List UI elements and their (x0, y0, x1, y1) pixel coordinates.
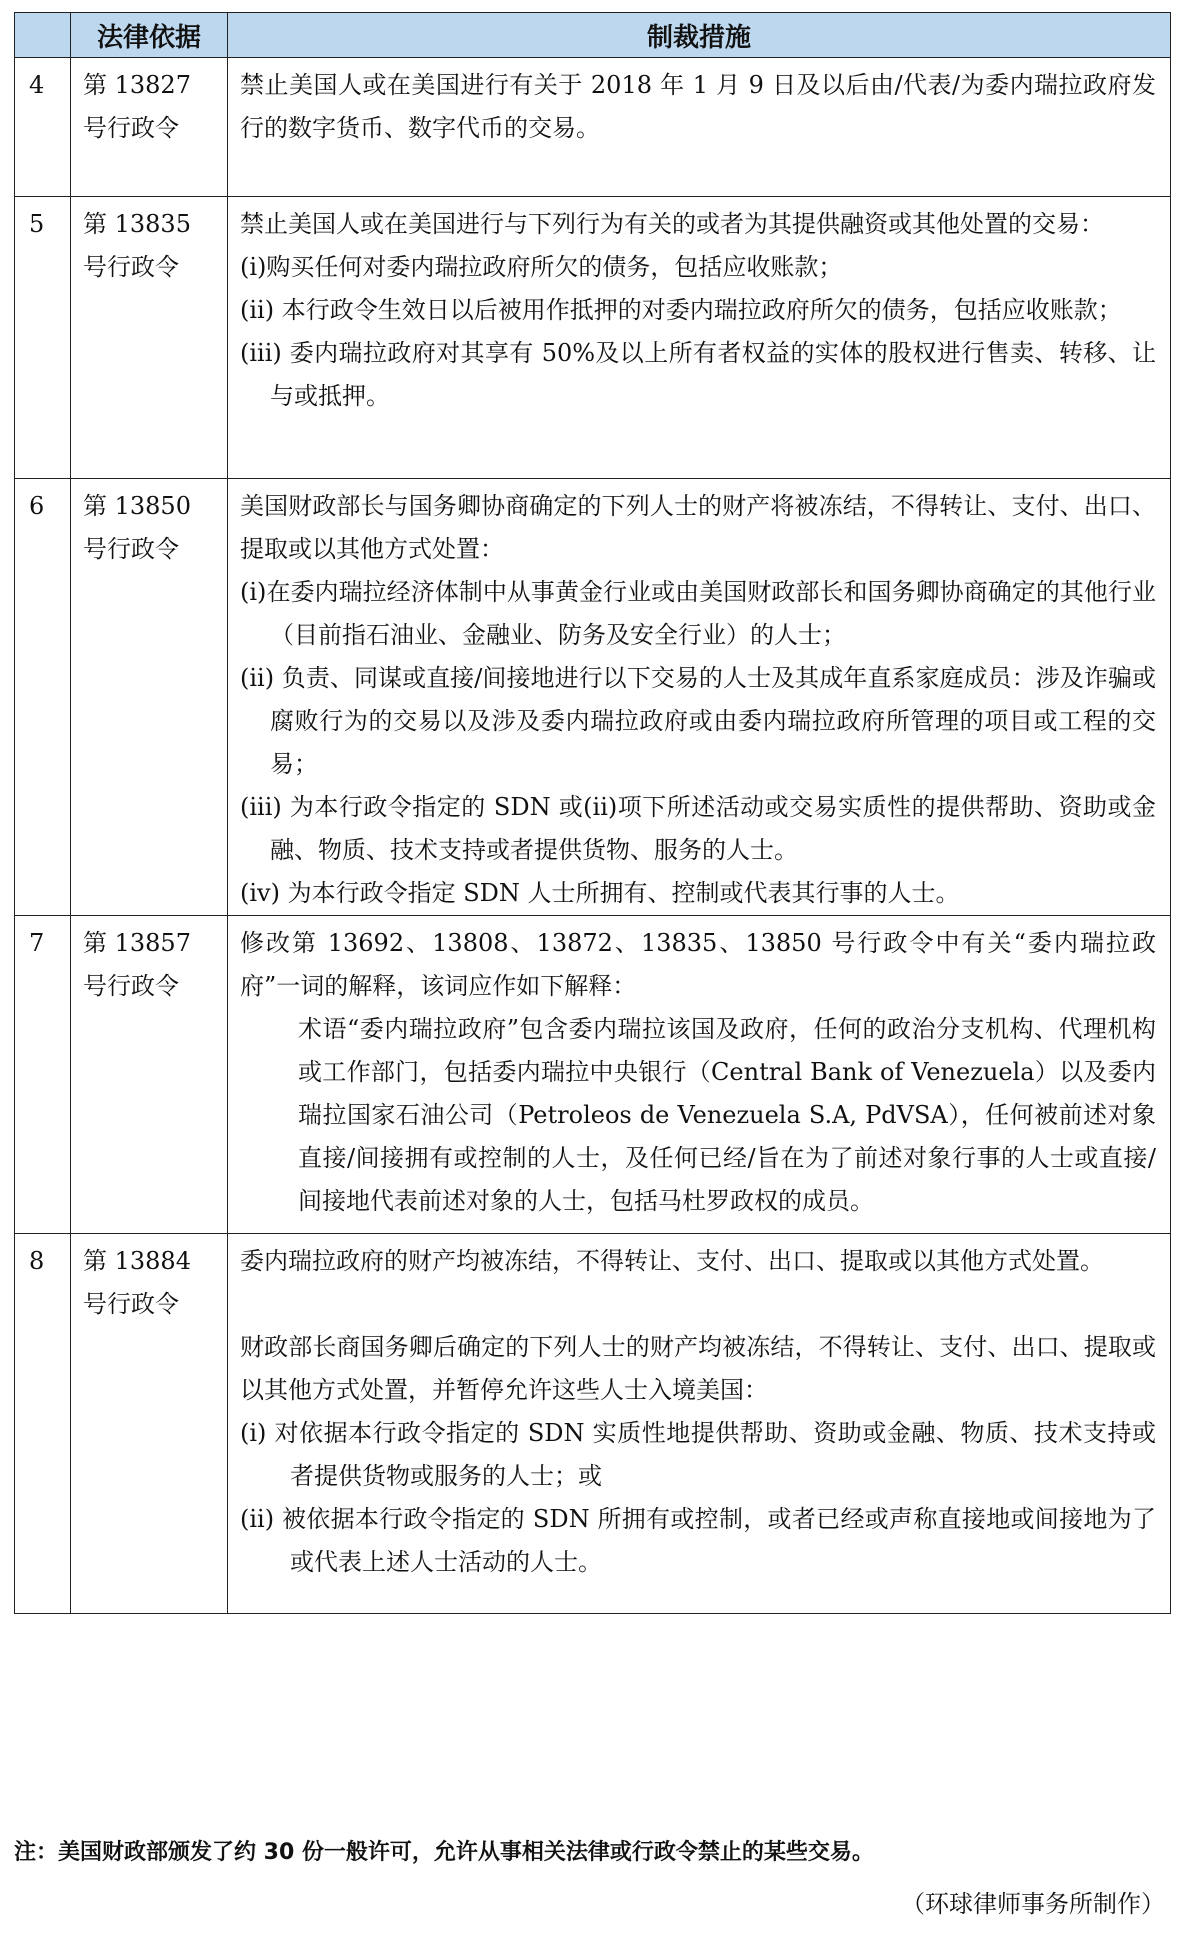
measure-item: (ii) 本行政令生效日以后被用作抵押的对委内瑞拉政府所欠的债务，包括应收账款； (240, 296, 1122, 324)
measure-paragraph: 修改第 13692、13808、13872、13835、13850 号行政令中有关“委内瑞拉政府”一词的解释，该词应作如下解释： (240, 929, 1156, 1000)
sanction-measures-cell (228, 58, 1171, 197)
legal-basis-order-type: 号行政令 (83, 114, 179, 142)
source-credit: （环球律师事务所制作） (901, 1890, 1165, 1918)
header-basis-cell: 法律依据 (71, 13, 228, 58)
sanction-measures-cell (228, 479, 1171, 916)
legal-basis-cell (71, 479, 228, 916)
legal-basis-order-number: 第 13835 (83, 210, 191, 238)
sanctions-table-container (14, 12, 1170, 1614)
legal-basis-order-type: 号行政令 (83, 972, 179, 1000)
measure-paragraph: 委内瑞拉政府的财产均被冻结，不得转让、支付、出口、提取或以其他方式处置。 (240, 1247, 1104, 1275)
legal-basis-cell (71, 1234, 228, 1614)
legal-basis-cell (71, 916, 228, 1234)
legal-basis-cell (71, 58, 228, 197)
table-row (15, 58, 1171, 197)
table-row (15, 916, 1171, 1234)
legal-basis-order-type: 号行政令 (83, 1290, 179, 1318)
measure-item: (i) 对依据本行政令指定的 SDN 实质性地提供帮助、资助或金融、物质、技术支持或者提供货物或服务的人士；或 (240, 1419, 1156, 1490)
table-row (15, 479, 1171, 916)
measure-item: (ii) 负责、同谋或直接/间接地进行以下交易的人士及其成年直系家庭成员：涉及诈骗或腐败行为的交易以及涉及委内瑞拉政府或由委内瑞拉政府所管理的项目或工程的交易； (240, 664, 1156, 778)
sanction-measures-cell (228, 916, 1171, 1234)
measure-item: (ii) 被依据本行政令指定的 SDN 所拥有或控制，或者已经或声称直接地或间接地为了或代表上述人士活动的人士。 (240, 1505, 1156, 1576)
row-number: 6 (15, 479, 71, 916)
table-header-row (15, 13, 1171, 58)
legal-basis-order-number: 第 13850 (83, 492, 191, 520)
row-number: 5 (15, 197, 71, 479)
legal-basis-order-type: 号行政令 (83, 253, 179, 281)
measure-item: (iii) 为本行政令指定的 SDN 或(ii)项下所述活动或交易实质性的提供帮助、资助或金融、物质、技术支持或者提供货物、服务的人士。 (240, 793, 1156, 864)
table-row (15, 197, 1171, 479)
sanction-measures-cell (228, 197, 1171, 479)
measure-paragraph: 财政部长商国务卿后确定的下列人士的财产均被冻结，不得转让、支付、出口、提取或以其他方式处置，并暂停允许这些人士入境美国： (240, 1333, 1156, 1404)
row-number: 4 (15, 58, 71, 197)
row-number: 8 (15, 1234, 71, 1614)
measure-definition-paragraph: 术语“委内瑞拉政府”包含委内瑞拉该国及政府，任何的政治分支机构、代理机构或工作部门，包括委内瑞拉中央银行（Central Bank of Venezuela）以及委内瑞拉国家石油公司（Petroleos de Venezuela S.A, PdVSA），任何被前述对象直接/间接拥有或控制的人士，及任何已经/旨在为了前述对象行事的人士或直接/间接地代表前述对象的人士，包括马杜罗政权的成员。 (298, 1015, 1156, 1215)
table-footnote: 注：美国财政部颁发了约 30 份一般许可，允许从事相关法律或行政令禁止的某些交易。 (14, 1840, 874, 1865)
measure-item: (i)在委内瑞拉经济体制中从事黄金行业或由美国财政部长和国务卿协商确定的其他行业（目前指石油业、金融业、防务及安全行业）的人士； (240, 578, 1156, 649)
measure-item: (iv) 为本行政令指定 SDN 人士所拥有、控制或代表其行事的人士。 (240, 879, 960, 907)
legal-basis-order-number: 第 13857 (83, 929, 191, 957)
legal-basis-order-number: 第 13827 (83, 71, 191, 99)
row-number: 7 (15, 916, 71, 1234)
legal-basis-order-type: 号行政令 (83, 535, 179, 563)
measure-paragraph: 禁止美国人或在美国进行有关于 2018 年 1 月 9 日及以后由/代表/为委内瑞拉政府发行的数字货币、数字代币的交易。 (240, 71, 1156, 142)
paragraph-spacer (240, 1283, 1156, 1326)
measure-item: (i)购买任何对委内瑞拉政府所欠的债务，包括应收账款； (240, 253, 843, 281)
sanction-measures-cell (228, 1234, 1171, 1614)
header-number-cell (15, 13, 71, 58)
table-row (15, 1234, 1171, 1614)
legal-basis-order-number: 第 13884 (83, 1247, 191, 1275)
legal-basis-cell (71, 197, 228, 479)
header-measures-cell: 制裁措施 (228, 13, 1171, 58)
sanctions-table (14, 12, 1171, 1614)
measure-paragraph: 禁止美国人或在美国进行与下列行为有关的或者为其提供融资或其他处置的交易： (240, 210, 1104, 238)
measure-item: (iii) 委内瑞拉政府对其享有 50%及以上所有者权益的实体的股权进行售卖、转移、让与或抵押。 (240, 339, 1156, 410)
measure-paragraph: 美国财政部长与国务卿协商确定的下列人士的财产将被冻结，不得转让、支付、出口、提取或以其他方式处置： (240, 492, 1156, 563)
